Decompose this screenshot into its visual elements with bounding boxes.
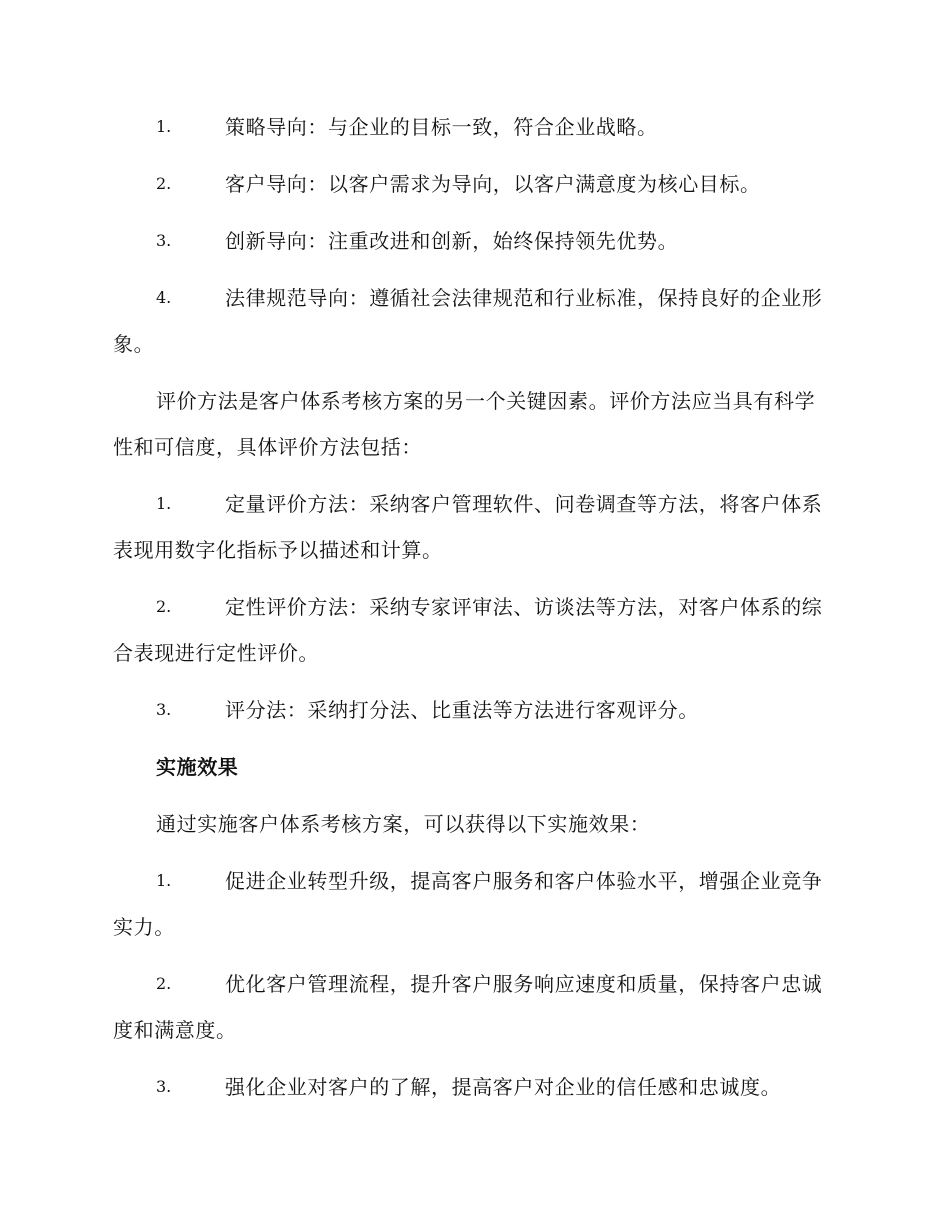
list-text: 策略导向：与企业的目标一致，符合企业战略。: [225, 115, 658, 139]
document-content: [113, 104, 835, 1121]
list-number: 1.: [156, 871, 172, 890]
list-number: 3.: [156, 231, 172, 250]
list-text: 优化客户管理流程，提升客户服务响应速度和质量，保持客户忠诚度和满意度。: [113, 972, 823, 1042]
list-text: 客户导向：以客户需求为导向，以客户满意度为核心目标。: [225, 172, 761, 196]
evaluation-intro-paragraph: 评价方法是客户体系考核方案的另一个关键因素。评价方法应当具有科学性和可信度，具体评价方法包括：: [113, 389, 816, 459]
list-item: [113, 584, 835, 676]
list-number: 3.: [156, 700, 172, 719]
list-number: 3.: [156, 1077, 172, 1096]
list-number: 2.: [156, 974, 172, 993]
list-number: 2.: [156, 597, 172, 616]
list-item: [113, 858, 835, 950]
list-number: 2.: [156, 174, 172, 193]
list-item: [113, 275, 835, 367]
list-item: [113, 961, 835, 1053]
list-number: 4.: [156, 288, 172, 307]
list-item: [113, 104, 835, 150]
list-text: 定量评价方法：采纳客户管理软件、问卷调查等方法，将客户体系表现用数字化指标予以描述和计算。: [113, 492, 823, 562]
list-text: 定性评价方法：采纳专家评审法、访谈法等方法，对客户体系的综合表现进行定性评价。: [113, 595, 823, 665]
list-text: 强化企业对客户的了解，提高客户对企业的信任感和忠诚度。: [225, 1075, 782, 1099]
list-text: 创新导向：注重改进和创新，始终保持领先优势。: [225, 229, 679, 253]
list-number: 1.: [156, 494, 172, 513]
section-heading: 实施效果: [156, 755, 239, 779]
list-item: [113, 687, 835, 733]
list-text: 法律规范导向：遵循社会法律规范和行业标准，保持良好的企业形象。: [113, 286, 823, 356]
list-item: [113, 161, 835, 207]
list-item: [113, 218, 835, 264]
list-text: 促进企业转型升级，提高客户服务和客户体验水平，增强企业竞争实力。: [113, 869, 823, 939]
list-item: [113, 481, 835, 573]
list-item: [113, 1064, 835, 1110]
effects-intro-paragraph: 通过实施客户体系考核方案，可以获得以下实施效果：: [156, 812, 651, 836]
list-number: 1.: [156, 117, 172, 136]
list-text: 评分法：采纳打分法、比重法等方法进行客观评分。: [225, 698, 699, 722]
